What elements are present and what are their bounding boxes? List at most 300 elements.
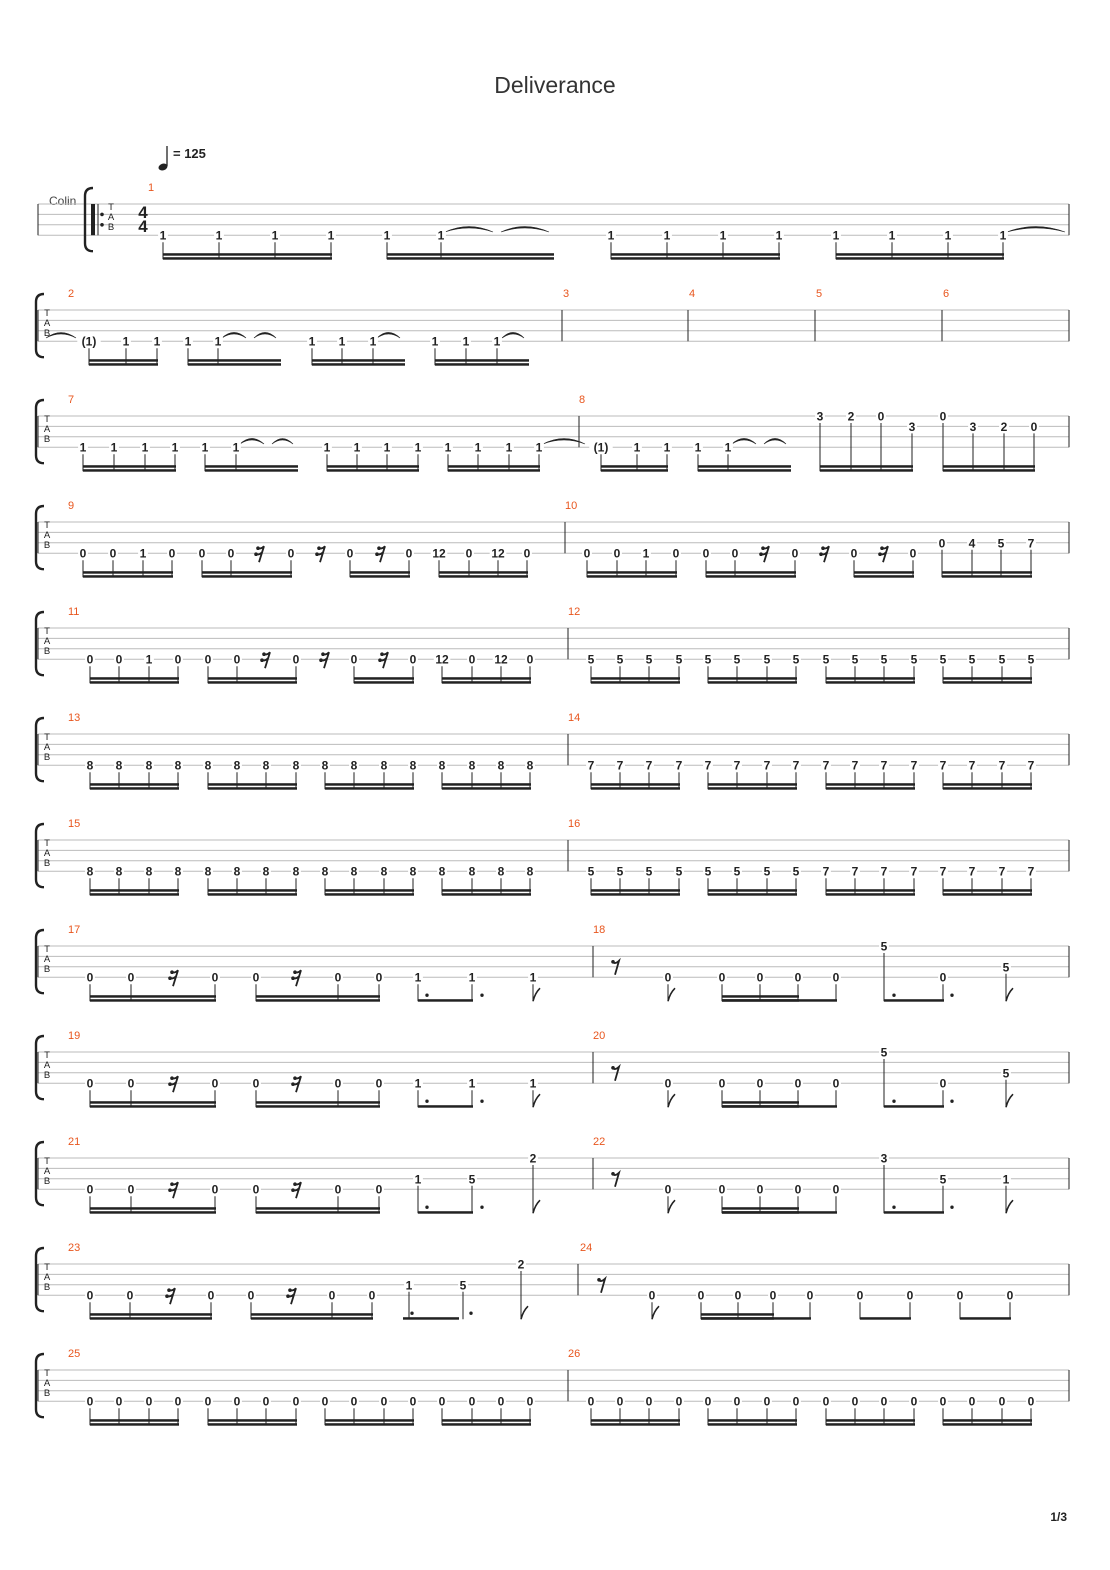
fret-number: 0 <box>756 1076 764 1091</box>
fret-number: 0 <box>672 546 680 561</box>
fret-number: 8 <box>350 758 358 773</box>
rest-dot <box>377 546 381 550</box>
fret-number: 8 <box>233 864 241 879</box>
fret-number: 1 <box>444 440 452 455</box>
tab-clef-letter: B <box>43 1388 51 1399</box>
tie-arc <box>254 333 276 339</box>
system-bracket <box>36 718 44 781</box>
fret-number: 0 <box>334 970 342 985</box>
rest-dot <box>759 552 763 556</box>
tie-arc <box>764 439 786 445</box>
fret-number: 3 <box>880 1151 888 1166</box>
fret-number: 5 <box>968 652 976 667</box>
rest-dot <box>286 1294 290 1298</box>
fret-number: 0 <box>438 1394 446 1409</box>
fret-number: 8 <box>262 864 270 879</box>
tie-arc <box>732 439 756 445</box>
fret-number: 7 <box>822 758 830 773</box>
beam <box>943 465 1035 468</box>
fret-number: 0 <box>832 1076 840 1091</box>
fret-number: 0 <box>368 1288 376 1303</box>
fret-number: 1 <box>308 334 316 349</box>
system-bracket <box>36 506 44 569</box>
beam <box>442 677 531 680</box>
tab-clef-letter: A <box>43 1166 51 1177</box>
fret-number: 5 <box>616 652 624 667</box>
rest-dot <box>878 552 882 556</box>
fret-number: 1 <box>145 652 153 667</box>
fret-number: 8 <box>145 758 153 773</box>
fret-number: 1 <box>79 440 87 455</box>
beam <box>708 783 797 786</box>
fret-number: 8 <box>115 758 123 773</box>
fret-number: 0 <box>168 546 176 561</box>
rest-dot <box>761 546 765 550</box>
beam <box>188 359 281 362</box>
tab-clef-letter: T <box>44 1156 50 1167</box>
beam <box>591 1423 680 1426</box>
rest-dot <box>597 1278 601 1282</box>
fret-number: 5 <box>880 652 888 667</box>
fret-number: 1 <box>437 228 445 243</box>
beam <box>90 995 216 998</box>
tab-clef-letter: T <box>44 944 50 955</box>
rest-dot <box>291 976 295 980</box>
beam <box>960 1317 1011 1320</box>
beam <box>591 681 680 684</box>
fret-number: 0 <box>718 1076 726 1091</box>
measure-number: 25 <box>68 1348 81 1360</box>
beam <box>442 681 531 684</box>
tab-clef-letter: B <box>43 646 51 657</box>
rhythm-dot <box>892 1206 895 1209</box>
fret-number: 0 <box>127 1076 135 1091</box>
fret-number: 0 <box>702 546 710 561</box>
fret-number: 7 <box>880 758 888 773</box>
fret-number: 0 <box>334 1076 342 1091</box>
beam <box>722 999 799 1002</box>
fret-number: 0 <box>198 546 206 561</box>
rest-dot <box>317 546 321 550</box>
fret-number: 8 <box>321 864 329 879</box>
fret-number: 8 <box>86 758 94 773</box>
fret-number: 0 <box>763 1394 771 1409</box>
beam <box>256 999 380 1002</box>
fret-number: 5 <box>704 652 712 667</box>
beam <box>90 1105 216 1108</box>
fret-number: 0 <box>939 1394 947 1409</box>
beam <box>826 787 915 790</box>
fret-number: 1 <box>832 228 840 243</box>
fret-number: 5 <box>939 652 947 667</box>
measure-number: 24 <box>580 1242 593 1254</box>
fret-number: 2 <box>1000 419 1008 434</box>
rest-dot <box>821 546 825 550</box>
measure-number: 17 <box>68 924 81 936</box>
fret-number: 0 <box>380 1394 388 1409</box>
fret-number: 8 <box>409 864 417 879</box>
beam <box>591 893 680 896</box>
fret-number: 8 <box>204 758 212 773</box>
rest-dot <box>321 652 325 656</box>
fret-number: 7 <box>675 758 683 773</box>
beam <box>708 889 797 892</box>
fret-number: 0 <box>956 1288 964 1303</box>
beam <box>943 681 1032 684</box>
beam <box>942 571 1032 574</box>
system-bracket <box>36 294 44 357</box>
beam <box>442 1419 531 1422</box>
fret-number: 4 <box>968 536 976 551</box>
measure-number: 1 <box>148 182 155 194</box>
fret-number: 8 <box>233 758 241 773</box>
beam <box>943 677 1032 680</box>
tab-clef-letter: B <box>43 540 51 551</box>
note-flag <box>668 988 675 1001</box>
note-flag <box>652 1306 659 1319</box>
fret-number: 1 <box>414 1076 422 1091</box>
fret-number: 7 <box>1027 758 1035 773</box>
measure-number: 16 <box>568 818 581 830</box>
beam <box>435 363 529 366</box>
beam <box>208 889 297 892</box>
fret-number: 8 <box>292 758 300 773</box>
measure-number: 8 <box>579 394 586 406</box>
fret-number: 0 <box>375 1076 383 1091</box>
fret-number: 0 <box>704 1394 712 1409</box>
beam <box>591 677 680 680</box>
fret-number: 0 <box>718 1182 726 1197</box>
instrument-name: Colin <box>49 194 77 208</box>
fret-number: 0 <box>211 970 219 985</box>
fret-number: 0 <box>806 1288 814 1303</box>
fret-number: 5 <box>998 652 1006 667</box>
fret-number: 0 <box>909 546 917 561</box>
beam <box>442 893 531 896</box>
fret-number: 7 <box>880 864 888 879</box>
fret-number: 1 <box>535 440 543 455</box>
measure-number: 15 <box>68 818 81 830</box>
beam <box>403 1317 459 1320</box>
fret-number: 0 <box>718 970 726 985</box>
fret-number: 1 <box>201 440 209 455</box>
rhythm-dot <box>950 1206 953 1209</box>
fret-number: 2 <box>517 1257 525 1272</box>
measure-number: 21 <box>68 1136 81 1148</box>
beam <box>90 893 179 896</box>
measure-number: 13 <box>68 712 81 724</box>
fret-number: 2 <box>529 1151 537 1166</box>
fret-number: 5 <box>763 652 771 667</box>
beam <box>943 893 1032 896</box>
beam <box>611 257 780 260</box>
fret-number: 8 <box>497 758 505 773</box>
beam <box>884 1211 944 1214</box>
beam <box>325 1419 414 1422</box>
tab-clef-letter: A <box>43 636 51 647</box>
beam <box>884 999 944 1002</box>
tab-clef-letter: A <box>43 1272 51 1283</box>
fret-number: 1 <box>214 334 222 349</box>
fret-number: 1 <box>122 334 130 349</box>
beam <box>591 1419 680 1422</box>
fret-number: 0 <box>756 1182 764 1197</box>
rhythm-dot <box>410 1312 413 1315</box>
fret-number: 7 <box>851 864 859 879</box>
fret-number: (1) <box>593 440 609 455</box>
beam <box>708 677 797 680</box>
fret-number: 0 <box>731 546 739 561</box>
fret-number: 0 <box>851 1394 859 1409</box>
fret-number: 0 <box>252 970 260 985</box>
beam <box>188 363 281 366</box>
beam <box>884 1105 944 1108</box>
beam <box>442 889 531 892</box>
fret-number: 0 <box>86 652 94 667</box>
beam <box>89 359 158 362</box>
fret-number: 0 <box>233 1394 241 1409</box>
beam <box>163 257 332 260</box>
beam <box>698 465 791 468</box>
beam <box>943 787 1032 790</box>
fret-number: 1 <box>468 1076 476 1091</box>
beam <box>706 571 796 574</box>
fret-number: 1 <box>353 440 361 455</box>
fret-number: 0 <box>233 652 241 667</box>
fret-number: 0 <box>328 1288 336 1303</box>
fret-number: 5 <box>997 536 1005 551</box>
beam <box>601 469 668 472</box>
tab-clef-letter: A <box>43 848 51 859</box>
beam <box>854 571 914 574</box>
beam <box>350 575 410 578</box>
fret-number: 12 <box>491 546 505 561</box>
fret-number: 1 <box>139 546 147 561</box>
fret-number: 1 <box>663 228 671 243</box>
fret-number: 8 <box>468 758 476 773</box>
fret-number: 0 <box>794 1182 802 1197</box>
fret-number: 1 <box>724 440 732 455</box>
tab-clef-letter: A <box>43 1060 51 1071</box>
beam <box>312 359 405 362</box>
repeat-dot <box>100 223 104 227</box>
beam <box>701 1317 774 1320</box>
fret-number: 0 <box>465 546 473 561</box>
beam <box>943 469 1035 472</box>
measure-number: 9 <box>68 500 75 512</box>
rhythm-dot <box>425 994 428 997</box>
fret-number: 1 <box>505 440 513 455</box>
fret-number: 7 <box>704 758 712 773</box>
beam <box>327 469 419 472</box>
fret-number: 0 <box>204 652 212 667</box>
rest-dot <box>611 960 615 964</box>
beam <box>90 1423 179 1426</box>
tie-arc <box>240 439 264 445</box>
fret-number: 5 <box>880 1045 888 1060</box>
beam <box>611 253 780 256</box>
fret-number: 0 <box>375 970 383 985</box>
beam <box>90 1101 216 1104</box>
fret-number: 1 <box>271 228 279 243</box>
page-number: 1/3 <box>1050 1510 1067 1524</box>
tab-clef-letter: T <box>44 1368 50 1379</box>
fret-number: 0 <box>697 1288 705 1303</box>
fret-number: 1 <box>369 334 377 349</box>
fret-number: 8 <box>468 864 476 879</box>
tab-clef-letter: B <box>43 434 51 445</box>
measure-number: 23 <box>68 1242 81 1254</box>
fret-number: 0 <box>127 970 135 985</box>
tie-arc <box>502 333 524 339</box>
beam <box>256 1211 380 1214</box>
tie-arc <box>46 333 76 339</box>
beam <box>90 1207 216 1210</box>
fret-number: 5 <box>851 652 859 667</box>
rhythm-dot <box>892 1100 895 1103</box>
fret-number: 1 <box>642 546 650 561</box>
fret-number: 12 <box>494 652 508 667</box>
measure-number: 20 <box>593 1030 606 1042</box>
fret-number: 0 <box>850 546 858 561</box>
rest-dot <box>256 546 260 550</box>
fret-number: 5 <box>1002 1066 1010 1081</box>
fret-number: 7 <box>822 864 830 879</box>
fret-number: 0 <box>648 1288 656 1303</box>
fret-number: 7 <box>851 758 859 773</box>
beam <box>208 677 297 680</box>
beam <box>89 363 158 366</box>
fret-number: 0 <box>174 652 182 667</box>
fret-number: 1 <box>232 440 240 455</box>
rest-dot <box>168 1082 172 1086</box>
fret-number: 7 <box>733 758 741 773</box>
beam <box>708 681 797 684</box>
fret-number: 7 <box>587 758 595 773</box>
fret-number: 1 <box>141 440 149 455</box>
tab-clef-letter: A <box>43 1378 51 1389</box>
beam <box>591 783 680 786</box>
measure-number: 10 <box>565 500 578 512</box>
fret-number: 7 <box>939 864 947 879</box>
tab-clef-letter: T <box>44 732 50 743</box>
fret-number: 0 <box>613 546 621 561</box>
tab-clef-letter: B <box>43 1070 51 1081</box>
beam <box>312 363 405 366</box>
fret-number: 0 <box>211 1076 219 1091</box>
tab-clef-letter: B <box>43 1282 51 1293</box>
fret-number: 5 <box>792 652 800 667</box>
system-bracket <box>36 1248 44 1311</box>
fret-number: 1 <box>383 440 391 455</box>
beam <box>90 889 179 892</box>
fret-number: 1 <box>474 440 482 455</box>
fret-number: 8 <box>438 758 446 773</box>
fret-number: 0 <box>86 1288 94 1303</box>
fret-number: 1 <box>405 1278 413 1293</box>
rest-dot <box>167 1288 171 1292</box>
rest-dot <box>293 1076 297 1080</box>
beam <box>83 575 173 578</box>
note-flag <box>533 988 540 1001</box>
fret-number: 0 <box>86 1394 94 1409</box>
system-bracket <box>36 824 44 887</box>
fret-number: 1 <box>159 228 167 243</box>
fret-number: 5 <box>763 864 771 879</box>
fret-number: 8 <box>380 758 388 773</box>
rest-dot <box>170 970 174 974</box>
fret-number: 1 <box>944 228 952 243</box>
fret-number: 0 <box>794 1076 802 1091</box>
fret-number: 8 <box>497 864 505 879</box>
beam <box>325 1423 414 1426</box>
fret-number: 0 <box>174 1394 182 1409</box>
fret-number: 0 <box>756 970 764 985</box>
fret-number: 0 <box>526 1394 534 1409</box>
fret-number: 7 <box>910 864 918 879</box>
beam <box>90 681 179 684</box>
fret-number: 0 <box>675 1394 683 1409</box>
tie-arc <box>1007 227 1065 233</box>
beam <box>722 1207 799 1210</box>
system-bracket <box>36 1142 44 1205</box>
rhythm-dot <box>480 1100 483 1103</box>
fret-number: 0 <box>127 1182 135 1197</box>
fret-number: 0 <box>262 1394 270 1409</box>
tab-clef-letter: B <box>43 1176 51 1187</box>
fret-number: 5 <box>587 864 595 879</box>
fret-number: 1 <box>327 228 335 243</box>
fret-number: 0 <box>497 1394 505 1409</box>
fret-number: 0 <box>794 970 802 985</box>
fret-number: 3 <box>816 409 824 424</box>
beam <box>722 1101 799 1104</box>
fret-number: 1 <box>663 440 671 455</box>
beam <box>722 995 799 998</box>
beam <box>442 1423 531 1426</box>
fret-number: 5 <box>880 939 888 954</box>
beam <box>943 1419 1032 1422</box>
fret-number: 0 <box>350 652 358 667</box>
beam <box>90 1317 212 1320</box>
fret-number: 0 <box>211 1182 219 1197</box>
rest-dot <box>288 1288 292 1292</box>
tab-clef-letter: A <box>43 530 51 541</box>
fret-number: 7 <box>939 758 947 773</box>
beam <box>706 575 796 578</box>
rest-dot <box>375 552 379 556</box>
beam <box>591 787 680 790</box>
fret-number: 0 <box>292 652 300 667</box>
fret-number: 8 <box>115 864 123 879</box>
tab-clef-letter: T <box>44 838 50 849</box>
tab-clef-letter: A <box>43 318 51 329</box>
tie-arc <box>445 227 493 233</box>
rhythm-dot <box>950 1100 953 1103</box>
tie-arc <box>222 333 246 339</box>
fret-number: 8 <box>321 758 329 773</box>
fret-number: 1 <box>529 970 537 985</box>
beam <box>587 575 677 578</box>
fret-number: 0 <box>109 546 117 561</box>
tab-clef-letter: A <box>43 742 51 753</box>
fret-number: 8 <box>380 864 388 879</box>
fret-number: 5 <box>792 864 800 879</box>
fret-number: 1 <box>414 440 422 455</box>
fret-number: 0 <box>616 1394 624 1409</box>
fret-number: (1) <box>81 334 97 349</box>
fret-number: 8 <box>409 758 417 773</box>
